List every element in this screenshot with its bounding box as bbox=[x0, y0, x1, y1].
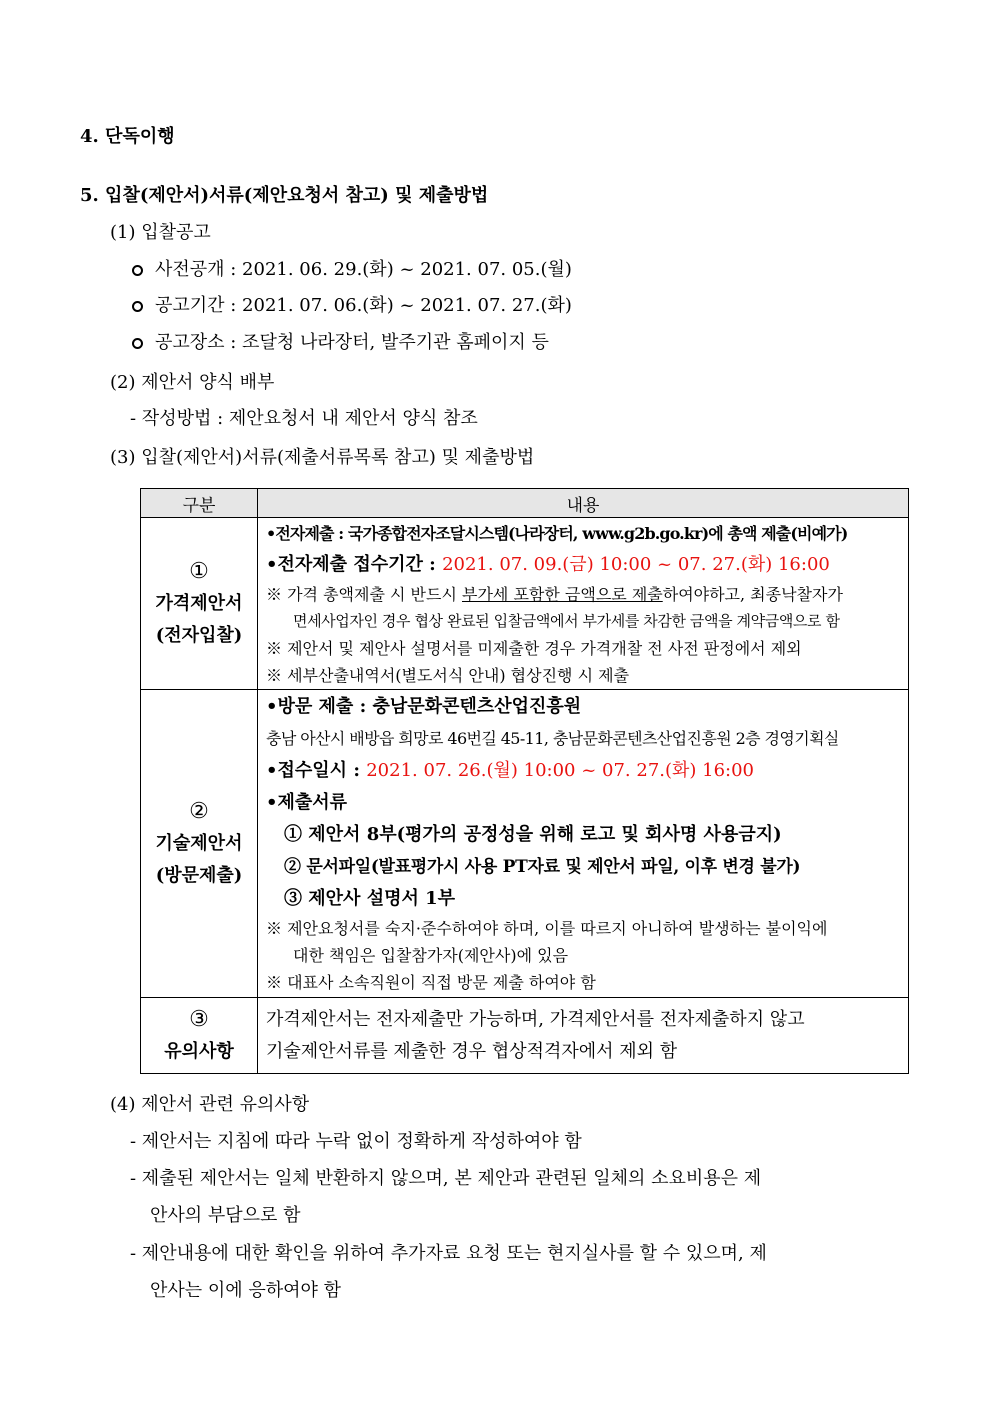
note-text: 하여야하고, 최종낙찰자가 bbox=[662, 584, 843, 604]
period-value: 2021. 07. 09.(금) 10:00 ~ 07. 27.(화) 16:00 bbox=[442, 553, 830, 575]
dash-item-continuation: 안사의 부담으로 함 bbox=[150, 1205, 301, 1226]
note bbox=[266, 581, 902, 608]
subsection-4-title: (4) 제안서 관련 유의사항 bbox=[110, 1094, 310, 1115]
row-content bbox=[258, 690, 909, 998]
note: ※ 제안요청서를 숙지·준수하여야 하며, 이를 따르지 아니하여 발생하는 불이익에 bbox=[266, 919, 828, 938]
row-label bbox=[141, 690, 258, 998]
document-number: ② bbox=[284, 857, 301, 877]
table-header-row bbox=[141, 489, 909, 518]
header-content: 내용 bbox=[258, 489, 909, 518]
row-content bbox=[258, 998, 909, 1074]
section-5-heading: 5. 입찰(제안서)서류(제안요청서 참고) 및 제출방법 bbox=[80, 185, 489, 206]
circle-bullet-icon bbox=[132, 301, 143, 312]
datetime-value: 2021. 07. 26.(월) 10:00 ~ 07. 27.(화) 16:00 bbox=[366, 760, 755, 781]
note-underlined: 부가세 포함한 금액으로 제출 bbox=[462, 584, 663, 604]
document-number: ③ bbox=[284, 888, 302, 909]
row-label-line: 유의사항 bbox=[164, 1040, 234, 1062]
documents-heading: •제출서류 bbox=[266, 792, 348, 813]
dash-item: - 작성방법 : 제안요청서 내 제안서 양식 참조 bbox=[130, 408, 478, 429]
row-label-line: 기술제안서 bbox=[155, 832, 243, 854]
dash-item-continuation: 안사는 이에 응하여야 함 bbox=[150, 1280, 342, 1301]
note: ※ 제안서 및 제안사 설명서를 미제출한 경우 가격개찰 전 사전 판정에서 제외 bbox=[266, 638, 802, 658]
row-label-line: (방문제출) bbox=[155, 864, 243, 886]
document-item bbox=[266, 883, 902, 915]
dash-item: - 제안서는 지침에 따라 누락 없이 정확하게 작성하여야 함 bbox=[130, 1131, 582, 1152]
dash-item: - 제안내용에 대한 확인을 위하여 추가자료 요청 또는 현지실사를 할 수 있으며, 제 bbox=[130, 1243, 767, 1264]
note-continuation: 대한 책임은 입찰참가자(제안사)에 있음 bbox=[293, 946, 569, 965]
document-text: 제안서 8부(평가의 공정성을 위해 로고 및 회사명 사용금지) bbox=[308, 824, 782, 845]
electronic-submission: •전자제출 : 국가종합전자조달시스템(나라장터, www.g2b.go.kr)에 총액 제출(비예가) bbox=[266, 523, 848, 543]
note: ※ 대표사 소속직원이 직접 방문 제출 하여야 함 bbox=[266, 973, 596, 992]
notice-line: 기술제안서류를 제출한 경우 협상적격자에서 제외 함 bbox=[266, 1040, 678, 1062]
electronic-period bbox=[266, 549, 902, 581]
address: 충남 아산시 배방읍 희망로 46번길 45-11, 충남문화콘텐츠산업진흥원 2층 경영기획실 bbox=[266, 729, 839, 748]
subsection-1-title: (1) 입찰공고 bbox=[110, 222, 211, 243]
circle-bullet-icon bbox=[132, 265, 143, 276]
note-text: ※ 가격 총액제출 시 반드시 bbox=[266, 584, 462, 604]
bullet-item bbox=[132, 293, 572, 319]
row-label-line: 가격제안서 bbox=[155, 592, 243, 614]
period-label: •전자제출 접수기간 : bbox=[266, 553, 443, 575]
header-category: 구분 bbox=[141, 489, 258, 518]
row-number: ① bbox=[189, 558, 209, 584]
bullet-item bbox=[132, 257, 572, 283]
bullet-text: 사전공개 : 2021. 06. 29.(화) ~ 2021. 07. 05.(월) bbox=[155, 259, 572, 280]
notice-line: 가격제안서는 전자제출만 가능하며, 가격제안서를 전자제출하지 않고 bbox=[266, 1008, 805, 1030]
document-text: 문서파일(발표평가시 사용 PT자료 및 제안서 파일, 이후 변경 불가) bbox=[306, 857, 801, 877]
bullet-item bbox=[132, 330, 549, 356]
receipt-datetime bbox=[266, 755, 902, 787]
note: ※ 세부산출내역서(별도서식 안내) 협상진행 시 제출 bbox=[266, 665, 630, 685]
document-item bbox=[266, 851, 902, 883]
visit-submission: •방문 제출 : 충남문화콘텐츠산업진흥원 bbox=[266, 696, 582, 717]
document-item bbox=[266, 819, 902, 851]
datetime-label: •접수일시 : bbox=[266, 760, 367, 781]
row-content bbox=[258, 518, 909, 690]
document-number: ① bbox=[284, 824, 302, 845]
dash-item: - 제출된 제안서는 일체 반환하지 않으며, 본 제안과 관련된 일체의 소요비용은 제 bbox=[130, 1168, 762, 1189]
note-continuation: 면세사업자인 경우 협상 완료된 입찰금액에서 부가세를 차감한 금액을 계약금액으로 함 bbox=[293, 611, 840, 630]
row-label bbox=[141, 998, 258, 1074]
document-text: 제안사 설명서 1부 bbox=[308, 888, 456, 909]
row-label bbox=[141, 518, 258, 690]
bullet-text: 공고기간 : 2021. 07. 06.(화) ~ 2021. 07. 27.(화) bbox=[155, 295, 572, 316]
circle-bullet-icon bbox=[132, 338, 143, 349]
table-row-notice bbox=[141, 998, 909, 1074]
table-row-technical bbox=[141, 690, 909, 998]
section-4-heading: 4. 단독이행 bbox=[80, 126, 175, 147]
row-number: ③ bbox=[189, 1006, 209, 1032]
bullet-text: 공고장소 : 조달청 나라장터, 발주기관 홈페이지 등 bbox=[155, 332, 549, 353]
subsection-3-title: (3) 입찰(제안서)서류(제출서류목록 참고) 및 제출방법 bbox=[110, 447, 535, 468]
table-row-price bbox=[141, 518, 909, 690]
submission-table bbox=[140, 488, 909, 1074]
row-label-line: (전자입찰) bbox=[155, 624, 243, 646]
row-number: ② bbox=[189, 798, 209, 824]
subsection-2-title: (2) 제안서 양식 배부 bbox=[110, 372, 275, 393]
